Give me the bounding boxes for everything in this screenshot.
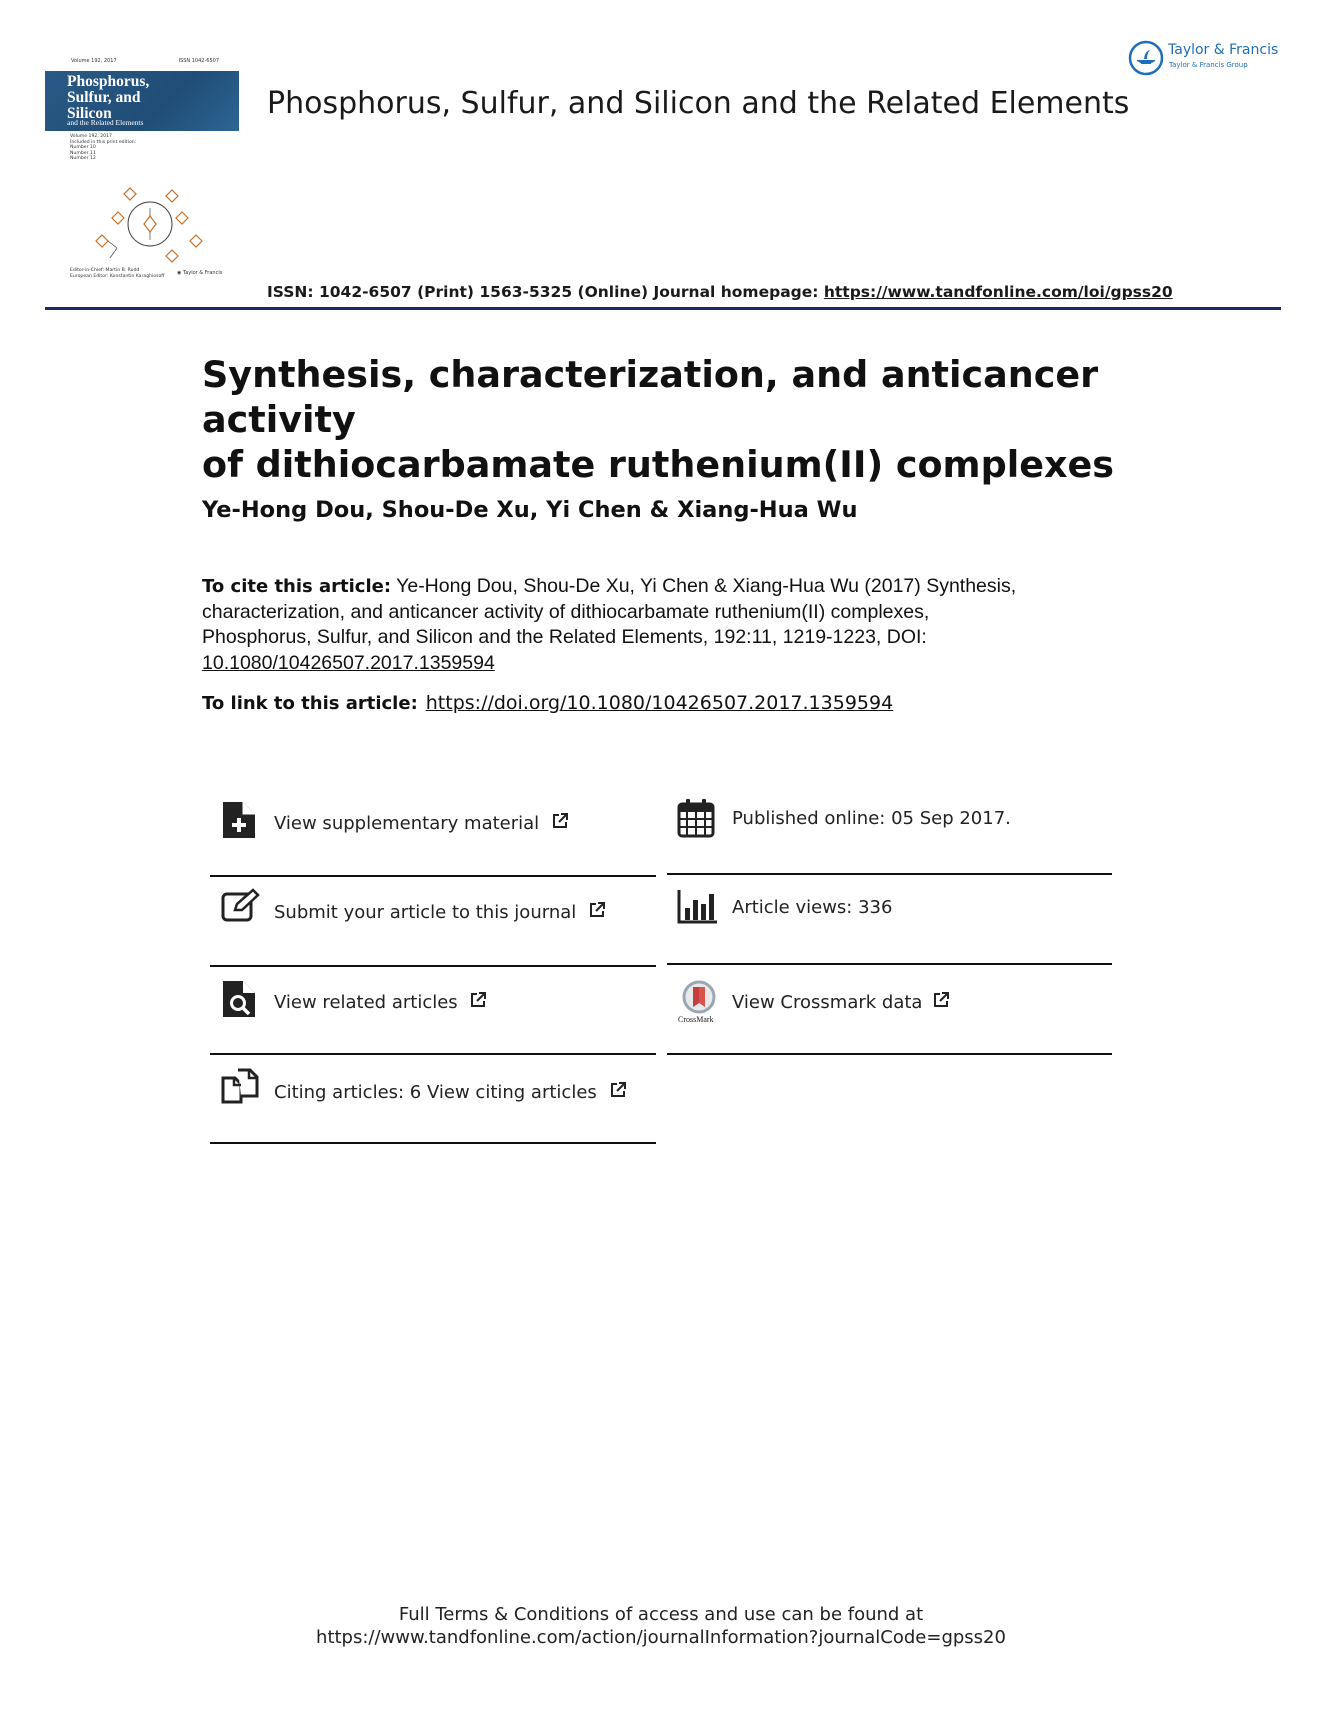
cover-publisher: [177, 270, 222, 276]
edit-pencil-icon: [221, 888, 261, 924]
cover-issn: ISSN 1042-6507: [178, 58, 219, 64]
citing-copy-icon: [221, 1068, 261, 1108]
citation-line: Phosphorus, Sulfur, and Silicon and the Related Elements, 192:11, 1219-1223, DOI:: [202, 626, 927, 648]
view-supplementary-link[interactable]: [274, 812, 569, 834]
cover-editors: [70, 268, 164, 279]
published-date: Published online: 05 Sep 2017.: [732, 808, 1011, 829]
cover-title: [67, 74, 149, 122]
article-title: [202, 352, 1162, 487]
article-doi-link[interactable]: https://doi.org/10.1080/10426507.2017.1359594: [425, 692, 894, 714]
external-link-icon: [609, 1081, 627, 1099]
cover-molecule-diagram: [65, 178, 225, 268]
citation-doi-link[interactable]: 10.1080/10426507.2017.1359594: [202, 651, 495, 674]
cover-issue-line: Number 12: [70, 156, 96, 161]
cover-top-bar: [45, 52, 239, 72]
external-link-icon: [469, 991, 487, 1009]
taylor-francis-logo-icon[interactable]: [1128, 40, 1164, 76]
article-title-line: Synthesis, characterization, and anticancer activity: [202, 353, 1099, 441]
cover-publisher-icon: ◉: [177, 270, 182, 276]
article-authors: Ye-Hong Dou, Shou-De Xu, Yi Chen & Xiang-Hua Wu: [202, 497, 858, 523]
cover-publisher-label: Taylor & Francis: [182, 270, 223, 276]
submit-article-link[interactable]: [274, 901, 606, 923]
bar-chart-icon: [677, 888, 719, 924]
divider: [667, 963, 1112, 965]
footer-line: Full Terms & Conditions of access and use can be found at: [398, 1604, 924, 1625]
cover-title-line: Silicon: [67, 105, 112, 122]
cover-volume: Volume 192, 2017: [71, 58, 117, 64]
publisher-name[interactable]: Taylor & Francis: [1168, 42, 1279, 58]
related-label: View related articles: [274, 992, 458, 1013]
divider: [210, 1142, 656, 1144]
article-views: Article views: 336: [732, 897, 893, 918]
divider: [667, 873, 1112, 875]
calendar-icon: [677, 798, 715, 838]
cover-title-band: [45, 71, 239, 131]
cover-issue-line: Number 11: [70, 150, 96, 156]
cover-title-line: Phosphorus,: [67, 73, 150, 90]
citation-label: To cite this article:: [202, 576, 392, 597]
supplementary-file-icon: [221, 800, 257, 840]
footer-terms-link[interactable]: https://www.tandfonline.com/action/journalInformation?journalCode=gpss20: [316, 1627, 1006, 1648]
cover-editor-line: European Editor: Konstantin Karaghiosoff: [70, 273, 165, 279]
cover-issue-line: Included in this print edition:: [70, 139, 137, 145]
journal-cover: [45, 52, 239, 286]
external-link-icon: [932, 991, 950, 1009]
citation-line: [202, 574, 1102, 600]
crossmark-label: View Crossmark data: [732, 992, 923, 1013]
citing-label: Citing articles: 6 View citing articles: [274, 1082, 597, 1103]
divider: [210, 1053, 656, 1055]
view-related-link[interactable]: [274, 991, 487, 1013]
view-crossmark-link[interactable]: [732, 991, 950, 1013]
journal-title: Phosphorus, Sulfur, and Silicon and the Related Elements: [267, 86, 1130, 121]
article-title-line: of dithiocarbamate ruthenium(II) complexes: [202, 443, 1115, 486]
footer-terms: [0, 1603, 1322, 1649]
cover-subtitle: and the Related Elements: [67, 118, 144, 127]
article-link-line: [202, 692, 893, 714]
cover-issue-line: Volume 192, 2017: [70, 134, 112, 139]
divider: [210, 965, 656, 967]
submit-label: Submit your article to this journal: [274, 902, 577, 923]
external-link-icon: [551, 812, 569, 830]
divider: [210, 875, 656, 877]
article-link-label: To link to this article:: [202, 693, 418, 714]
cover-title-line: Sulfur, and: [67, 89, 141, 106]
citation-block: [202, 574, 1102, 676]
citing-articles-link[interactable]: [274, 1081, 627, 1103]
document-search-icon: [221, 979, 257, 1019]
cover-issue-line: Number 10: [70, 145, 96, 150]
citation-line: characterization, and anticancer activity of dithiocarbamate ruthenium(II) complexes,: [202, 600, 930, 623]
divider: [667, 1053, 1112, 1055]
cover-editor-line: Editor-in-Chief: Martin B. Rudd: [70, 268, 140, 273]
supplementary-label: View supplementary material: [274, 813, 540, 834]
publisher-group: Taylor & Francis Group: [1169, 61, 1248, 69]
header-divider: [45, 307, 1281, 310]
issn-line: [267, 283, 1173, 301]
citation-text: Ye-Hong Dou, Shou-De Xu, Yi Chen & Xiang-Hua Wu (2017) Synthesis,: [391, 575, 1017, 597]
external-link-icon: [588, 901, 606, 919]
issn-text: ISSN: 1042-6507 (Print) 1563-5325 (Online) Journal homepage:: [267, 283, 824, 301]
crossmark-badge-label: CrossMark: [678, 1015, 714, 1024]
cover-issues: [70, 134, 136, 162]
journal-homepage-link[interactable]: https://www.tandfonline.com/loi/gpss20: [823, 283, 1173, 301]
